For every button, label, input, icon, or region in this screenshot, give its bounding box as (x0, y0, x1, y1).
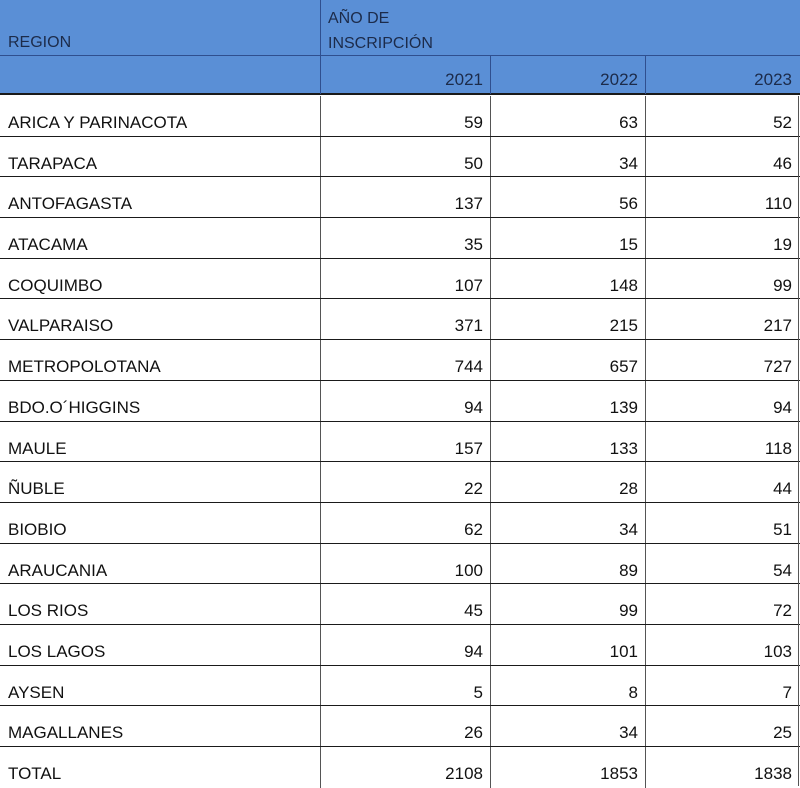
value-2023-cell: 25 (773, 723, 792, 743)
value-2023-cell: 72 (773, 601, 792, 621)
value-2023-cell: 118 (764, 438, 792, 458)
value-2022-cell: 34 (619, 153, 638, 173)
column-divider (490, 299, 491, 339)
value-2021-cell: 5 (473, 682, 483, 702)
column-divider (320, 299, 321, 339)
column-divider (320, 666, 321, 706)
column-divider (320, 177, 321, 217)
column-divider (490, 462, 491, 502)
value-2022-cell: 148 (609, 275, 638, 295)
region-cell: ARAUCANIA (8, 560, 108, 580)
table-row (0, 340, 800, 381)
region-cell: ARICA Y PARINACOTA (8, 113, 188, 132)
value-2021-cell: 35 (464, 235, 483, 255)
value-2021-cell: 2108 (445, 764, 483, 783)
year-group-header-line1: AÑO DE (328, 10, 390, 27)
column-divider (490, 584, 491, 624)
value-2023-cell: 46 (773, 153, 792, 173)
value-2021-cell: 371 (454, 316, 483, 336)
value-2022-cell: 63 (619, 113, 638, 132)
header-divider (490, 56, 491, 94)
region-cell: COQUIMBO (8, 275, 103, 295)
column-divider (490, 422, 491, 462)
column-divider (320, 584, 321, 624)
column-divider (645, 666, 646, 706)
column-divider (320, 218, 321, 258)
value-2021-cell: 50 (464, 153, 483, 173)
region-cell: TARAPACA (8, 153, 98, 173)
table-row (0, 666, 800, 707)
year-group-header (328, 6, 433, 56)
table-body (0, 96, 800, 788)
value-2023-cell: 99 (773, 275, 792, 295)
header-divider (320, 0, 321, 55)
region-cell: ÑUBLE (8, 479, 65, 499)
value-2021-cell: 45 (464, 601, 483, 621)
region-cell: MAULE (8, 438, 67, 458)
column-divider (645, 625, 646, 665)
table-row (0, 462, 800, 503)
value-2022-cell: 99 (619, 601, 638, 621)
table-header-years (0, 55, 800, 95)
region-cell: METROPOLOTANA (8, 357, 161, 377)
column-divider (490, 747, 491, 788)
column-divider (320, 503, 321, 543)
column-divider (320, 259, 321, 299)
value-2022-cell: 101 (609, 641, 638, 661)
value-2021-cell: 100 (454, 560, 483, 580)
table-row (0, 544, 800, 585)
table-row (0, 625, 800, 666)
region-cell: TOTAL (8, 764, 62, 783)
value-2023-cell: 51 (773, 519, 792, 539)
header-divider (645, 56, 646, 94)
table-right-border (798, 96, 799, 786)
column-divider (645, 706, 646, 746)
region-cell: ANTOFAGASTA (8, 194, 133, 214)
column-divider (320, 625, 321, 665)
region-cell: AYSEN (8, 682, 65, 702)
year-header-2022: 2022 (600, 70, 638, 89)
column-divider (490, 96, 491, 136)
value-2023-cell: 19 (773, 235, 792, 255)
column-divider (320, 381, 321, 421)
region-column-header: REGION (8, 34, 72, 51)
value-2023-cell: 217 (763, 316, 792, 336)
column-divider (320, 340, 321, 380)
value-2023-cell: 54 (773, 560, 792, 580)
value-2022-cell: 215 (609, 316, 638, 336)
header-divider (320, 56, 321, 94)
value-2023-cell: 1838 (754, 764, 792, 783)
column-divider (490, 137, 491, 177)
column-divider (320, 96, 321, 136)
value-2022-cell: 56 (619, 194, 638, 214)
region-cell: LOS RIOS (8, 601, 89, 621)
value-2022-cell: 34 (619, 519, 638, 539)
value-2022-cell: 657 (609, 357, 638, 377)
column-divider (490, 666, 491, 706)
column-divider (320, 422, 321, 462)
value-2021-cell: 59 (464, 113, 483, 132)
year-header-2023: 2023 (754, 70, 792, 89)
column-divider (645, 177, 646, 217)
table-header-top (0, 0, 800, 55)
year-header-2021: 2021 (445, 70, 483, 89)
column-divider (490, 706, 491, 746)
value-2021-cell: 62 (464, 519, 483, 539)
column-divider (490, 625, 491, 665)
value-2023-cell: 52 (773, 113, 792, 132)
column-divider (645, 747, 646, 788)
total-row (0, 747, 800, 788)
column-divider (645, 259, 646, 299)
column-divider (320, 747, 321, 788)
table-row (0, 584, 800, 625)
column-divider (645, 340, 646, 380)
region-cell: ATACAMA (8, 235, 88, 255)
column-divider (490, 340, 491, 380)
value-2022-cell: 15 (619, 235, 638, 255)
value-2022-cell: 133 (609, 438, 638, 458)
table-row (0, 706, 800, 747)
value-2022-cell: 139 (609, 397, 638, 417)
table-row (0, 299, 800, 340)
column-divider (490, 381, 491, 421)
column-divider (490, 259, 491, 299)
table-row (0, 96, 800, 137)
table-row (0, 503, 800, 544)
region-cell: VALPARAISO (8, 316, 114, 336)
column-divider (645, 584, 646, 624)
column-divider (645, 96, 646, 136)
column-divider (645, 299, 646, 339)
column-divider (490, 177, 491, 217)
value-2023-cell: 727 (763, 357, 792, 377)
value-2022-cell: 8 (628, 682, 638, 702)
column-divider (645, 503, 646, 543)
value-2023-cell: 7 (782, 682, 792, 702)
value-2021-cell: 137 (454, 194, 483, 214)
column-divider (490, 544, 491, 584)
table-row (0, 137, 800, 178)
value-2023-cell: 110 (764, 194, 792, 214)
value-2021-cell: 107 (454, 275, 483, 295)
column-divider (490, 218, 491, 258)
column-divider (320, 137, 321, 177)
column-divider (490, 503, 491, 543)
region-cell: MAGALLANES (8, 723, 124, 743)
value-2022-cell: 1853 (600, 764, 638, 783)
value-2021-cell: 94 (464, 641, 483, 661)
value-2021-cell: 94 (464, 397, 483, 417)
region-cell: LOS LAGOS (8, 641, 106, 661)
table-row (0, 259, 800, 300)
value-2022-cell: 28 (619, 479, 638, 499)
value-2021-cell: 22 (464, 479, 483, 499)
value-2021-cell: 26 (464, 723, 483, 743)
year-group-header-line2: INSCRIPCIÓN (328, 35, 433, 52)
region-cell: BIOBIO (8, 519, 67, 539)
value-2022-cell: 34 (619, 723, 638, 743)
value-2021-cell: 744 (454, 357, 483, 377)
value-2023-cell: 44 (773, 479, 792, 499)
table-row (0, 381, 800, 422)
column-divider (645, 137, 646, 177)
column-divider (320, 544, 321, 584)
column-divider (645, 218, 646, 258)
column-divider (320, 462, 321, 502)
value-2023-cell: 94 (773, 397, 792, 417)
value-2021-cell: 157 (454, 438, 483, 458)
column-divider (645, 462, 646, 502)
column-divider (320, 706, 321, 746)
table-row (0, 422, 800, 463)
region-cell: BDO.O´HIGGINS (8, 397, 141, 417)
value-2023-cell: 103 (763, 641, 792, 661)
table-row (0, 177, 800, 218)
column-divider (645, 544, 646, 584)
table-row (0, 218, 800, 259)
value-2022-cell: 89 (619, 560, 638, 580)
column-divider (645, 381, 646, 421)
column-divider (645, 422, 646, 462)
